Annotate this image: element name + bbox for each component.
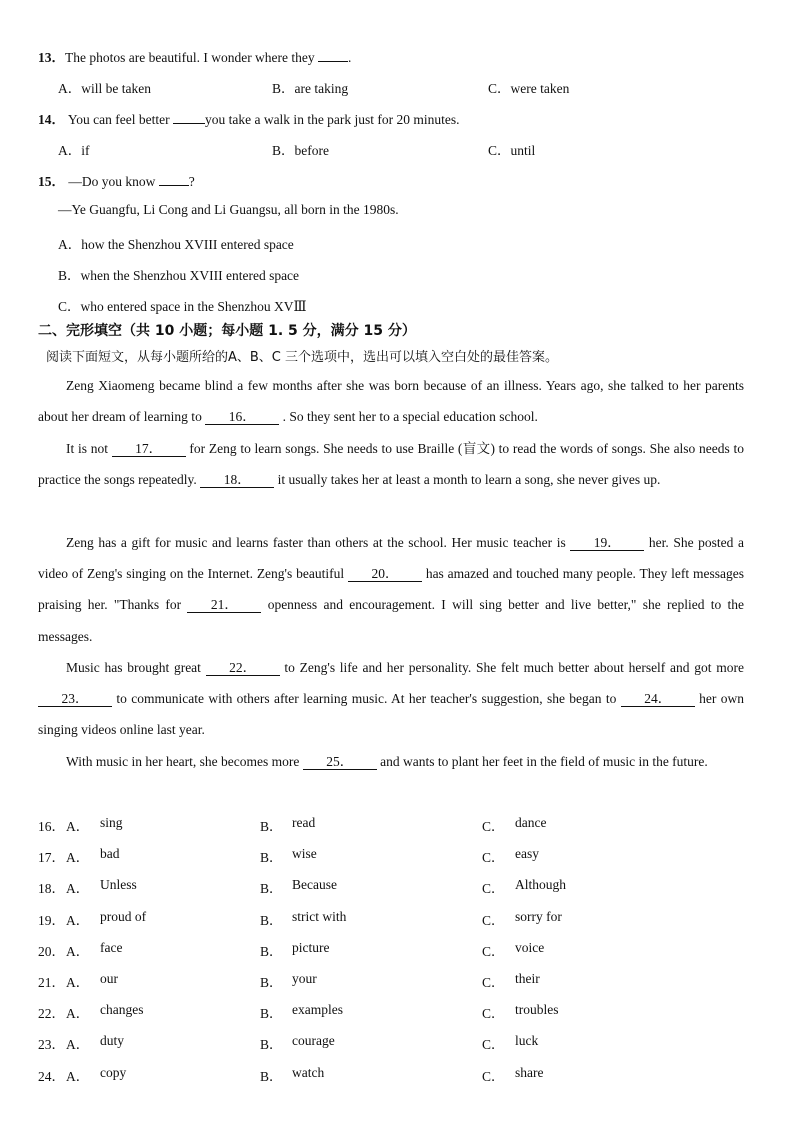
option-b: B．are taking: [272, 81, 349, 96]
option-a-letter: A．: [66, 975, 90, 990]
option-c-letter: C．: [482, 1068, 505, 1084]
option-a: A．how the Shenzhou XVIII entered space: [58, 237, 294, 252]
answer-number: 16．: [38, 819, 65, 834]
option-b-text: your: [292, 971, 317, 986]
passage-text: With music in her heart, she becomes more: [66, 754, 303, 769]
cloze-blank-19: 19．: [570, 536, 644, 551]
cloze-blank-20: 20．: [348, 567, 422, 582]
passage-text: for Zeng to learn songs. She needs to use Braille (盲文) to read the words of songs. She also needs to practice the songs repeatedly.: [38, 441, 744, 488]
passage-text: has amazed and touched many people. They left messages praising her. "Thanks for: [38, 566, 744, 613]
option-c: C．until: [488, 143, 536, 158]
cloze-blank-18: 18．: [200, 473, 274, 488]
cloze-blank-21: 21．: [187, 598, 261, 613]
option-c-letter: C．: [482, 850, 505, 866]
option-b-text: Because: [292, 877, 337, 893]
question-13: [38, 46, 351, 66]
option-c-text: Although: [515, 877, 567, 893]
question-15: [38, 170, 195, 190]
answer-blank: [159, 185, 189, 186]
option-c: C．were taken: [488, 81, 570, 96]
passage-text: her. She posted a video of Zeng's singing on the Internet. Zeng's beautiful: [38, 535, 745, 582]
cloze-blank-23: 23．: [38, 692, 112, 707]
cloze-blank-17: 17．: [112, 442, 186, 457]
option-a-letter: A．: [66, 881, 90, 897]
question-number: 13．: [38, 50, 65, 65]
passage-text: her own singing videos online last year.: [38, 691, 744, 738]
answer-number: 21．: [38, 975, 65, 990]
option-b-text: read: [292, 815, 316, 830]
option-a: A．if: [58, 143, 90, 158]
option-c-text: sorry for: [515, 908, 562, 924]
passage-text: and wants to plant her feet in the field of music in the future.: [376, 754, 708, 769]
cloze-blank-25: 25．: [303, 755, 377, 770]
option-c-text: luck: [515, 1033, 539, 1049]
passage-paragraph-1: [38, 370, 744, 432]
option-c-text: share: [515, 1064, 544, 1080]
option-a-letter: A．: [66, 819, 90, 834]
dialogue-reply: —Ye Guangfu, Li Cong and Li Guangsu, all born in the 1980s.: [58, 202, 399, 217]
option-b-text: courage: [292, 1033, 335, 1049]
option-b-letter: B．: [260, 912, 283, 928]
cloze-blank-24: 24．: [621, 692, 695, 707]
option-b-text: examples: [292, 1002, 343, 1018]
option-c: C．who entered space in the Shenzhou XVⅢ: [58, 299, 307, 314]
option-b-letter: B．: [260, 1006, 283, 1022]
answer-blank: [318, 61, 348, 62]
passage-paragraph-5: [38, 746, 744, 777]
option-c-text: their: [515, 971, 540, 986]
answer-blank: [173, 123, 205, 124]
passage-text: Music has brought great: [66, 660, 206, 675]
option-a-text: bad: [100, 846, 120, 862]
option-a-text: proud of: [100, 908, 147, 924]
answer-number: 22．: [38, 1006, 65, 1022]
option-c-letter: C．: [482, 1006, 505, 1022]
passage-text: it usually takes her at least a month to learn a song, she never gives up.: [274, 472, 661, 488]
cloze-blank-22: 22．: [206, 661, 280, 676]
passage-text: Zeng has a gift for music and learns faster than others at the school. Her music teacher is: [66, 535, 571, 550]
question-stem: You can feel better: [65, 112, 173, 127]
cloze-blank-16: 16．: [205, 410, 279, 425]
question-stem-end: .: [348, 50, 352, 65]
option-a-letter: A．: [66, 912, 90, 928]
option-a-letter: A．: [66, 1037, 90, 1053]
option-b-letter: B．: [260, 975, 283, 990]
option-c-text: dance: [515, 815, 547, 830]
option-b-letter: B．: [260, 819, 283, 834]
section-instruction: 阅读下面短文，从每小题所给的A、B、C 三个选项中，选出可以填入空白处的最佳答案。: [46, 350, 559, 365]
option-a-text: our: [100, 971, 118, 986]
option-b-letter: B．: [260, 1037, 283, 1053]
option-b-letter: B．: [260, 881, 283, 897]
option-c-letter: C．: [482, 881, 505, 897]
option-a-text: copy: [100, 1064, 127, 1080]
option-c-text: troubles: [515, 1002, 559, 1018]
question-14: [38, 108, 460, 128]
option-b-text: picture: [292, 939, 330, 955]
question-stem: —Do you know: [65, 174, 159, 189]
passage-text: Zeng Xiaomeng became blind a few months after she was born because of an illness. Years ago, she talked to her parents about her dream of learning to: [38, 378, 744, 425]
option-a: A．will be taken: [58, 81, 151, 96]
option-b-text: strict with: [292, 908, 347, 924]
option-b: B．before: [272, 143, 329, 158]
passage-text: to Zeng's life and her personality. She felt much better about herself and got more: [279, 660, 744, 675]
option-c-letter: C．: [482, 819, 505, 834]
option-c-letter: C．: [482, 975, 505, 990]
option-c-letter: C．: [482, 943, 505, 959]
option-a-letter: A．: [66, 943, 90, 959]
passage-text: to communicate with others after learning music. At her teacher's suggestion, she began to: [112, 691, 621, 707]
passage-paragraph-4: [38, 652, 744, 746]
option-a-text: duty: [100, 1033, 125, 1049]
answer-number: 17．: [38, 850, 65, 866]
passage-paragraph-2: [38, 433, 744, 495]
passage-paragraph-3: [38, 527, 744, 652]
option-a-text: Unless: [100, 877, 137, 893]
answer-number: 20．: [38, 943, 65, 959]
answer-number: 23．: [38, 1037, 65, 1053]
option-c-text: easy: [515, 846, 539, 862]
question-stem: The photos are beautiful. I wonder where they: [65, 50, 319, 65]
option-b-letter: B．: [260, 943, 283, 959]
option-a-letter: A．: [66, 850, 90, 866]
option-c-letter: C．: [482, 912, 505, 928]
answer-number: 19．: [38, 912, 65, 928]
option-a-text: face: [100, 939, 123, 955]
question-stem-end: you take a walk in the park just for 20 minutes.: [204, 112, 460, 127]
option-b-text: wise: [292, 846, 317, 862]
option-a-letter: A．: [66, 1068, 90, 1084]
question-number: 14．: [38, 112, 65, 127]
option-c-text: voice: [515, 939, 545, 955]
option-b: B．when the Shenzhou XVIII entered space: [58, 268, 300, 283]
option-a-text: sing: [100, 815, 123, 830]
option-c-letter: C．: [482, 1037, 505, 1053]
passage-text: It is not: [66, 441, 112, 456]
answer-number: 18．: [38, 881, 65, 897]
answer-number: 24．: [38, 1068, 65, 1084]
question-number: 15．: [38, 174, 65, 189]
option-b-text: watch: [292, 1064, 325, 1080]
option-a-text: changes: [100, 1002, 144, 1018]
passage-text: . So they sent her to a special education school.: [279, 409, 538, 425]
option-b-letter: B．: [260, 850, 283, 866]
passage-text: openness and encouragement. I will sing better and live better," she replied to the messages.: [38, 597, 744, 644]
section-title: 二、完形填空（共 10 小题；每小题 1. 5 分，满分 15 分）: [38, 323, 416, 339]
option-b-letter: B．: [260, 1068, 283, 1084]
option-a-letter: A．: [66, 1006, 90, 1022]
question-stem-end: ?: [188, 174, 195, 189]
